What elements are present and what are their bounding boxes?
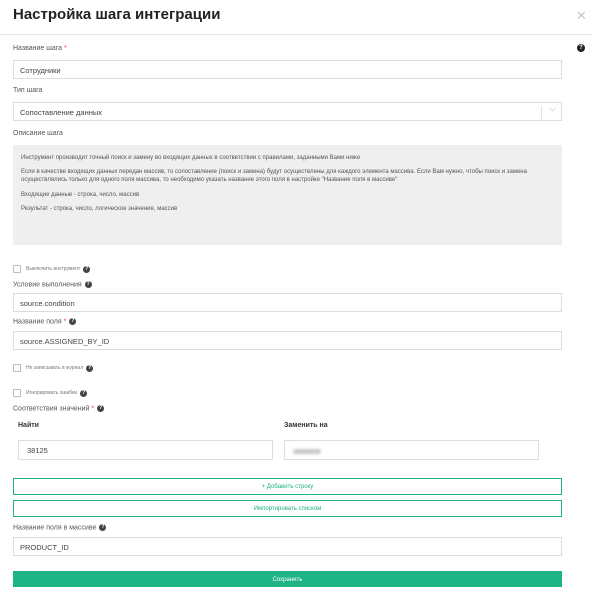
description-label: Описание шага bbox=[13, 130, 63, 137]
close-icon[interactable]: ✕ bbox=[576, 8, 587, 23]
step-type-value: Сопоставление данных bbox=[20, 108, 103, 117]
description-text: Входящие данные - строка, число, массив bbox=[21, 191, 140, 198]
step-name-label: Название шага * bbox=[13, 45, 67, 52]
column-header-find: Найти bbox=[18, 422, 39, 429]
redacted-value bbox=[293, 449, 321, 454]
column-header-replace: Заменить на bbox=[284, 422, 328, 429]
mapping-label: Соответствия значений * ? bbox=[13, 405, 103, 413]
help-icon[interactable]: ? bbox=[85, 265, 89, 272]
chevron-down-icon[interactable]: ﹀ bbox=[549, 109, 556, 116]
condition-label: Условие выполнения ? bbox=[13, 281, 90, 289]
header-divider bbox=[0, 34, 592, 35]
add-row-button[interactable]: + Добавить строку bbox=[13, 478, 562, 495]
ignore-errors-checkbox-row[interactable] bbox=[13, 389, 87, 397]
ignore-errors-label: Игнорировать ошибки bbox=[26, 390, 78, 396]
disable-tool-checkbox[interactable] bbox=[13, 265, 21, 273]
step-type-select[interactable] bbox=[13, 102, 562, 121]
help-icon[interactable]: ? bbox=[101, 524, 105, 530]
save-button[interactable]: Сохранить bbox=[13, 571, 562, 587]
description-text: Результат - строка, число, логическое значение, массив bbox=[21, 205, 178, 212]
condition-input[interactable]: source.condition bbox=[13, 293, 562, 312]
no-log-checkbox-row[interactable] bbox=[13, 364, 93, 372]
select-separator bbox=[541, 106, 542, 119]
array-field-label: Название поля в массиве ? bbox=[13, 524, 105, 532]
description-text: Инструмент производит точный поиск и замену во входящих данных в соответствии с правилами, заданными Вами ниже bbox=[21, 155, 361, 161]
no-log-checkbox[interactable] bbox=[13, 364, 21, 372]
description-box bbox=[13, 145, 562, 245]
help-icon[interactable]: ? bbox=[99, 405, 103, 411]
step-name-input[interactable]: Сотрудники bbox=[13, 60, 562, 79]
disable-tool-checkbox-row[interactable] bbox=[13, 265, 90, 273]
help-icon[interactable]: ? bbox=[71, 318, 75, 324]
step-type-label: Тип шага bbox=[13, 87, 43, 94]
help-icon[interactable]: ? bbox=[82, 389, 86, 396]
required-mark: * bbox=[63, 318, 67, 326]
dialog-title: Настройка шага интеграции bbox=[13, 6, 221, 23]
description-text: Если в качестве входящих данных передан массив, то сопоставление (поиск и замена) будут осуществлены для каждого элемента массива. Если Вам нужно, чтобы поиск и замена осуществлялись только для одного поля массива, то необходимо указать название этого поля в настройке "Название поля в массиве" bbox=[21, 169, 527, 184]
ignore-errors-checkbox[interactable] bbox=[13, 389, 21, 397]
help-icon[interactable]: ? bbox=[88, 364, 92, 371]
required-mark: * bbox=[91, 405, 95, 413]
help-icon[interactable]: ? bbox=[86, 281, 90, 287]
replace-input[interactable] bbox=[284, 440, 539, 460]
array-field-input[interactable]: PRODUCT_ID bbox=[13, 537, 562, 556]
field-name-label: Название поля * ? bbox=[13, 318, 75, 326]
field-name-input[interactable]: source.ASSIGNED_BY_ID bbox=[13, 331, 562, 350]
find-input[interactable]: 38125 bbox=[18, 440, 273, 460]
required-mark: * bbox=[63, 45, 67, 52]
help-icon[interactable]: ? bbox=[577, 44, 585, 52]
import-list-button[interactable]: Импортировать списком bbox=[13, 500, 562, 517]
no-log-label: Не записывать в журнал bbox=[26, 365, 84, 371]
disable-tool-label: Выключить инструмент bbox=[26, 266, 81, 272]
